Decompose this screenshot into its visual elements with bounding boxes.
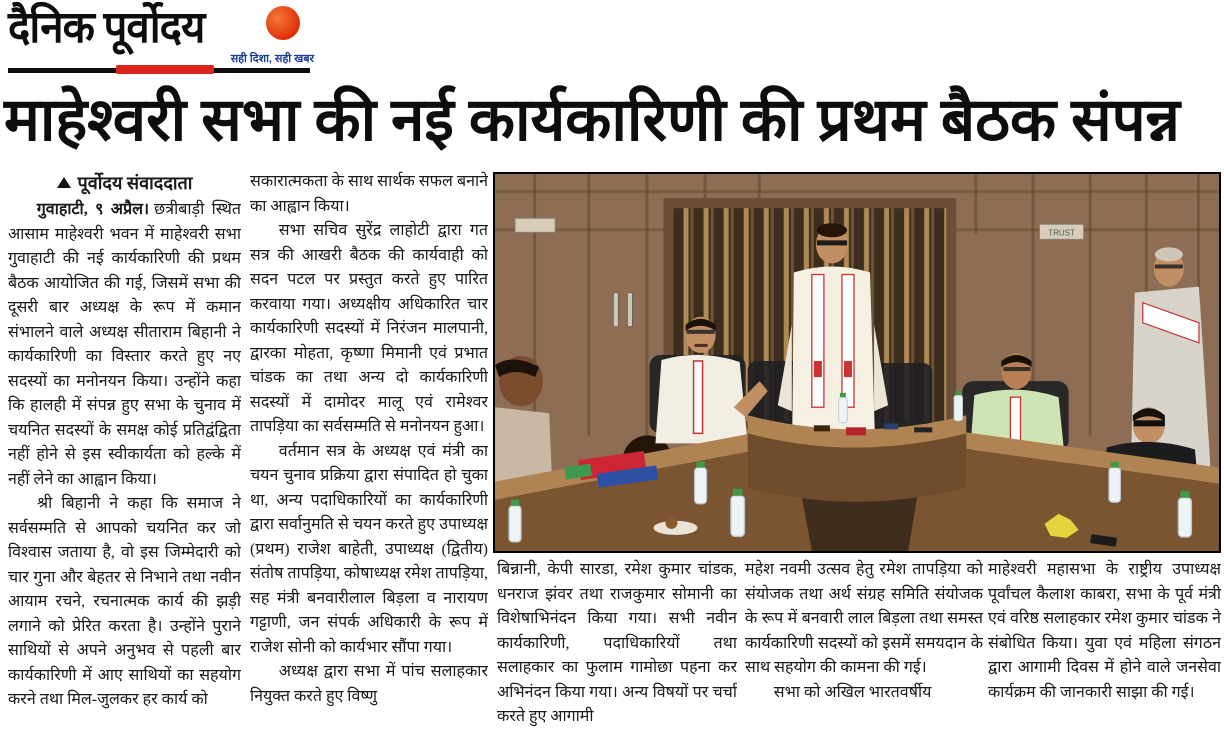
byline-marker-icon: [57, 177, 71, 188]
article-column-1: [8, 170, 241, 733]
meeting-photo-illustration: [495, 174, 1219, 551]
dateline: गुवाहाटी, ९ अप्रैल।: [36, 201, 150, 218]
article-column-3: [497, 558, 737, 733]
article-column-2: [250, 170, 488, 733]
paragraph: महेश नवमी उत्सव हेतु रमेश तापड़िया को संयोजक तथा अर्थ संग्रह समिति संयोजक के रूप में बनवारी लाल बिड़ला तथा समस्त कार्यकारिणी सदस्यों को इसमें समयदान के साथ सहयोग की कामना की गई।: [745, 561, 983, 676]
article-column-4: [745, 558, 983, 733]
paragraph: श्री बिहानी ने कहा कि समाज ने सर्वसम्मति से आपको चयनित कर जो विश्वास जताया है, वो इस जिम्मेदारी को चार गुना और बेहतर से निभाने तथा नवीन आयाम रचने, रचनात्मक कार्य की झड़ी लगाने को प्रेरित करता है। उन्होंने पुराने साथियों से अपने अनुभव से पहली बार कार्यकारिणी में आए साथियों का सहयोग करने तथा मिल-जुलकर हर कार्य को: [8, 495, 241, 708]
wall-plate-right: [1040, 224, 1084, 239]
paragraph: सभा को अखिल भारतवर्षीय: [773, 683, 932, 701]
paragraph: बिन्नानी, केपी सारडा, रमेश कुमार चांडक, धनराज झंवर तथा राजकुमार सोमानी का विशेषाभिनंदन किया गया। सभी नवीन कार्यकारिणी, पदाधिकारियों तथा सलाहकार का फुलाम गामोछा पहना कर अभिनंदन किया गया। अन्य विषयों पर चर्चा करते हुए आगामी: [497, 561, 737, 725]
paragraph: अध्यक्ष द्वारा सभा में पांच सलाहकार नियुक्त करते हुए विष्णु: [250, 663, 488, 705]
byline-reporter: पूर्वोदय संवाददाता: [77, 173, 193, 193]
masthead: [8, 4, 320, 80]
meeting-photo: [493, 172, 1221, 553]
paragraph: वर्तमान सत्र के अध्यक्ष एवं मंत्री का चयन चुनाव प्रक्रिया द्वारा संपादित हो चुका था, अन्य पदाधिकारियों का कार्यकारिणी द्वारा सर्वानुमति से चयन करते हुए उपाध्यक्ष (प्रथम) राजेश बाहेती, उपाध्यक्ष (द्वितीय) संतोष तापड़िया, कोषाध्यक्ष रमेश तापड़िया, सह मंत्री बनवारीलाल बिड़ला व नारायण गट्टाणी, जन संपर्क अधिकारी के रूप में राजेश सोनी को कार्यभार सौंपा गया।: [250, 442, 488, 656]
masthead-title: दैनिक पूर्वोदय: [8, 3, 205, 52]
paragraph: सभा सचिव सुरेंद्र लाहोटी द्वारा गत सत्र की आखरी बैठक की कार्यवाही को सदन पटल पर प्रस्तुत करते हुए पारित करवाया गया। अध्यक्षीय अधिकारित चार कार्यकारिणी सदस्यों में निरंजन मालपानी, द्वारका मोहता, कृष्णा मिमानी एवं प्रभात चांडक का तथा अन्य दो कार्यकारिणी सदस्यों में दामोदर मालू एवं रामेश्वर तापड़िया का सर्वसम्मति से मनोनयन हुआ।: [250, 222, 488, 435]
wall-plate-right-label: TRUST: [1048, 228, 1075, 238]
masthead-ribbon: [116, 65, 214, 74]
headline: माहेश्वरी सभा की नई कार्यकारिणी की प्रथम बैठक संपन्न: [4, 87, 1180, 153]
paragraph: सकारात्मकता के साथ सार्थक सफल बनाने का आह्वान किया।: [250, 173, 488, 215]
byline: [8, 170, 241, 196]
article-column-5: [988, 558, 1221, 733]
paragraph: [8, 198, 241, 492]
paragraph-text: छत्रीबाड़ी स्थित आसाम माहेश्वरी भवन में माहेश्वरी सभा गुवाहाटी की नई कार्यकारिणी की प्रथम बैठक आयोजित की गई, जिसमें सभा की दूसरी बार अध्यक्ष के रूप में कमान संभालने वाले अध्यक्ष सीताराम बिहानी ने कार्यकारिणी का विस्तार करते हुए नए सदस्यों का मनोनयन किया। उन्होंने कहा कि हालही में संपन्न हुए सभा के चुनाव में चयनित सदस्यों के समक्ष कोई प्रतिद्वंद्विता नहीं होने से इस स्वीकार्यता को हल्के में नहीं लेने का आह्वान किया।: [8, 201, 241, 488]
masthead-tagline: सही दिशा, सही खबर: [230, 53, 314, 65]
paragraph: माहेश्वरी महासभा के राष्ट्रीय उपाध्यक्ष पूर्वांचल कैलाश काबरा, सभा के पूर्व मंत्री एवं वरिष्ठ सलाहकार रमेश कुमार चांडक ने संबोधित किया। युवा एवं महिला संगठन द्वारा आगामी दिवस में होने वाले जनसेवा कार्यक्रम की जानकारी साझा की गई।: [988, 561, 1221, 701]
wall-plate-left: [515, 218, 555, 232]
